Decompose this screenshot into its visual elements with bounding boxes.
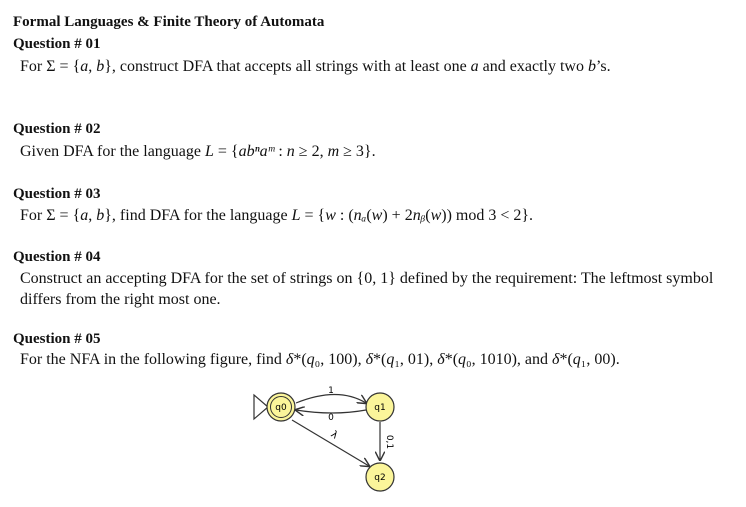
question-3-heading: Question # 03: [13, 186, 101, 202]
start-arrow-icon: [254, 395, 268, 419]
edge-label-01: 0,1: [384, 434, 394, 450]
math-italic: a: [259, 143, 268, 160]
math-italic: q: [386, 351, 395, 368]
state-q2-label: q2: [374, 473, 386, 483]
math-italic: b: [587, 58, 596, 75]
math-italic: δ: [552, 351, 560, 368]
nfa-diagram: [248, 382, 418, 497]
question-4-heading: Question # 04: [13, 249, 101, 265]
math-italic: b: [96, 58, 105, 75]
math-italic: ᵐ: [267, 143, 275, 160]
math-italic: ⁿ: [254, 143, 260, 160]
edge-label-1: 1: [328, 386, 334, 396]
math-italic: L: [205, 143, 214, 160]
question-4-text: Construct an accepting DFA for the set of strings on {0, 1} defined by the requirement: The leftmost symbol differs from the right most one.: [20, 270, 714, 308]
math-italic: δ: [437, 351, 445, 368]
math-italic: q: [572, 351, 581, 368]
math-italic: a: [80, 58, 89, 75]
edge-q0-q2: [292, 420, 369, 466]
question-5-text: For the NFA in the following figure, find δ*(q₀, 100), δ*(q₁, 01), δ*(q₀, 1010), and δ*(q₁, 00).: [20, 351, 620, 368]
question-5-heading: Question # 05: [13, 331, 101, 347]
edge-label-0: 0: [328, 413, 334, 423]
math-italic: ₐ: [361, 207, 367, 224]
question-3-text: For Σ = {a, b}, find DFA for the language L = {w : (nₐ(w) + 2nᵦ(w)) mod 3 < 2}.: [20, 207, 534, 224]
math-italic: q: [306, 351, 315, 368]
math-italic: n: [412, 207, 421, 224]
math-italic: n: [353, 207, 362, 224]
math-italic: δ: [285, 351, 294, 368]
question-2-heading: Question # 02: [13, 121, 101, 137]
math-italic: w: [371, 207, 383, 224]
math-italic: w: [430, 207, 442, 224]
document-title: Formal Languages & Finite Theory of Automata: [13, 14, 325, 30]
edge-label-lambda: λ: [328, 429, 340, 442]
question-1-text: For Σ = {a, b}, construct DFA that accepts all strings with at least one a and exactly two b’s.: [20, 58, 611, 75]
math-italic: m: [327, 143, 340, 160]
math-italic: a: [80, 207, 89, 224]
question-1-heading: Question # 01: [13, 36, 101, 52]
math-italic: δ: [365, 351, 374, 368]
math-italic: ab: [238, 143, 255, 160]
question-2-text: Given DFA for the language L = {abⁿaᵐ : n ≥ 2, m ≥ 3}.: [20, 143, 376, 160]
math-italic: q: [458, 351, 467, 368]
math-italic: ᵦ: [420, 207, 426, 224]
state-q0-label: q0: [275, 403, 287, 413]
math-italic: n: [286, 143, 295, 160]
math-italic: b: [96, 207, 105, 224]
math-italic: w: [325, 207, 336, 224]
math-italic: L: [291, 207, 301, 224]
math-italic: a: [470, 58, 479, 75]
state-q1-label: q1: [374, 403, 386, 413]
